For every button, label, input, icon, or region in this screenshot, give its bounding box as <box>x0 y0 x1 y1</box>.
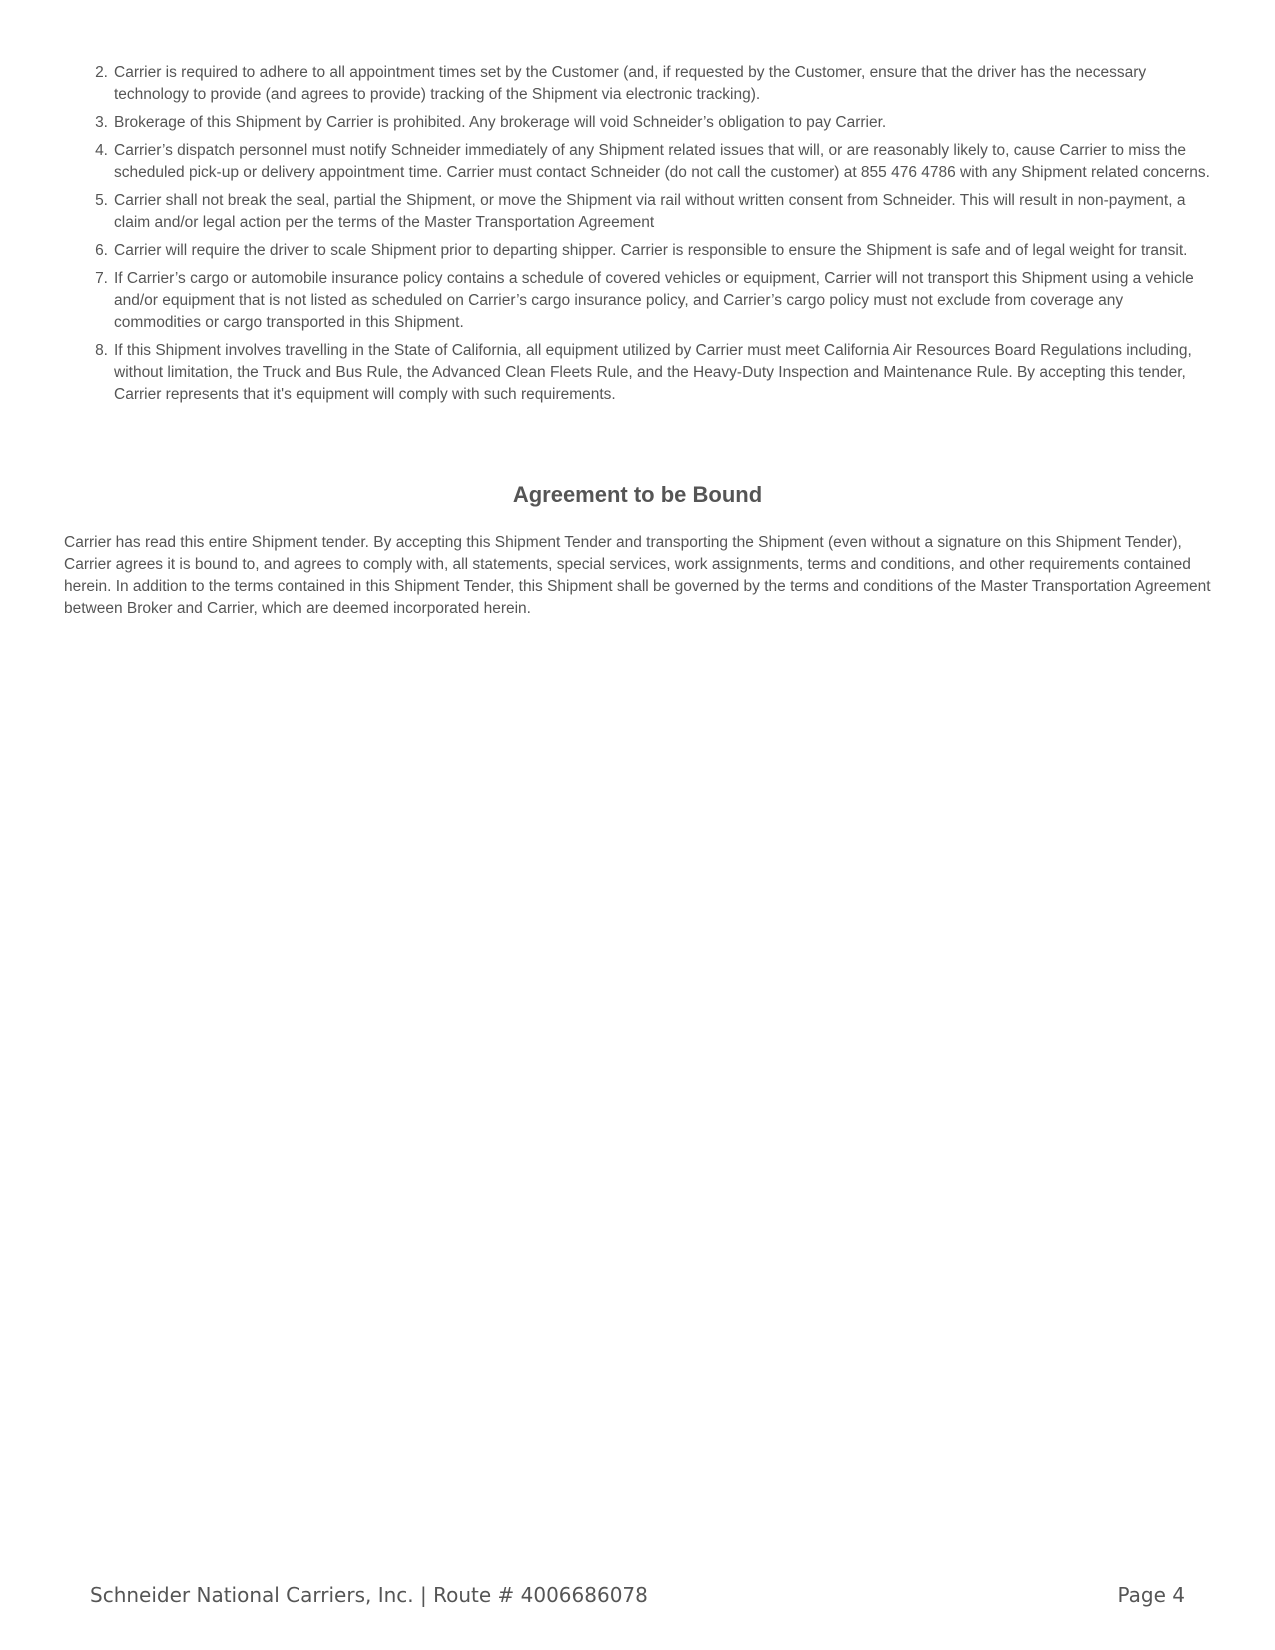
list-item <box>64 62 1212 106</box>
list-item <box>64 140 1212 184</box>
list-item-text: If Carrier’s cargo or automobile insurance policy contains a schedule of covered vehicles or equipment, Carrier will not transport this Shipment using a vehicle and/or equipment that is not listed as scheduled on Carrier’s cargo insurance policy, and Carrier’s cargo policy must not exclude from coverage any commodities or cargo transported in this Shipment. <box>114 270 1194 331</box>
list-item <box>64 112 1212 134</box>
list-item-number: 4. <box>95 142 108 159</box>
list-item-text: Carrier is required to adhere to all appointment times set by the Customer (and, if requested by the Customer, ensure that the driver has the necessary technology to provide (and agrees to provide) tracking of the Shipment via electronic tracking). <box>114 64 1147 103</box>
list-item <box>64 340 1212 406</box>
list-item-text: Carrier shall not break the seal, partial the Shipment, or move the Shipment via rail without written consent from Schneider. This will result in non-payment, a claim and/or legal action per the terms of the Master Transportation Agreement <box>114 192 1186 231</box>
agreement-paragraph: Carrier has read this entire Shipment tender. By accepting this Shipment Tender and transporting the Shipment (even without a signature on this Shipment Tender), Carrier agrees it is bound to, and agrees to comply with, all statements, special services, work assignments, terms and conditions, and other requirements contained herein. In addition to the terms contained in this Shipment Tender, this Shipment shall be governed by the terms and conditions of the Master Transportation Agreement between Broker and Carrier, which are deemed incorporated herein. <box>64 534 1211 617</box>
list-item-number: 2. <box>95 64 108 81</box>
list-item-text: If this Shipment involves travelling in the State of California, all equipment utilized by Carrier must meet California Air Resources Board Regulations including, without limitation, the Truck and Bus Rule, the Advanced Clean Fleets Rule, and the Heavy-Duty Inspection and Maintenance Rule. By accepting this tender, Carrier represents that it's equipment will comply with such requirements. <box>114 342 1192 403</box>
list-item <box>64 240 1212 262</box>
list-item-number: 3. <box>95 114 108 131</box>
footer-page-number: Page 4 <box>1117 1583 1185 1607</box>
list-item-text: Carrier will require the driver to scale Shipment prior to departing shipper. Carrier is responsible to ensure the Shipment is safe and of legal weight for transit. <box>114 242 1188 259</box>
page-footer <box>90 1583 1185 1607</box>
terms-list <box>64 62 1212 412</box>
footer-company-route: Schneider National Carriers, Inc. | Route # 4006686078 <box>90 1583 648 1607</box>
list-item-text: Brokerage of this Shipment by Carrier is prohibited. Any brokerage will void Schneider’s obligation to pay Carrier. <box>114 114 887 131</box>
list-item <box>64 268 1212 334</box>
list-item-text: Carrier’s dispatch personnel must notify Schneider immediately of any Shipment related issues that will, or are reasonably likely to, cause Carrier to miss the scheduled pick-up or delivery appointment time. Carrier must contact Schneider (do not call the customer) at 855 476 4786 with any Shipment related concerns. <box>114 142 1210 181</box>
section-title: Agreement to be Bound <box>512 482 763 507</box>
list-item-number: 6. <box>95 242 108 259</box>
list-item-number: 7. <box>95 270 108 287</box>
list-item <box>64 190 1212 234</box>
list-item-number: 8. <box>95 342 108 359</box>
list-item-number: 5. <box>95 192 108 209</box>
